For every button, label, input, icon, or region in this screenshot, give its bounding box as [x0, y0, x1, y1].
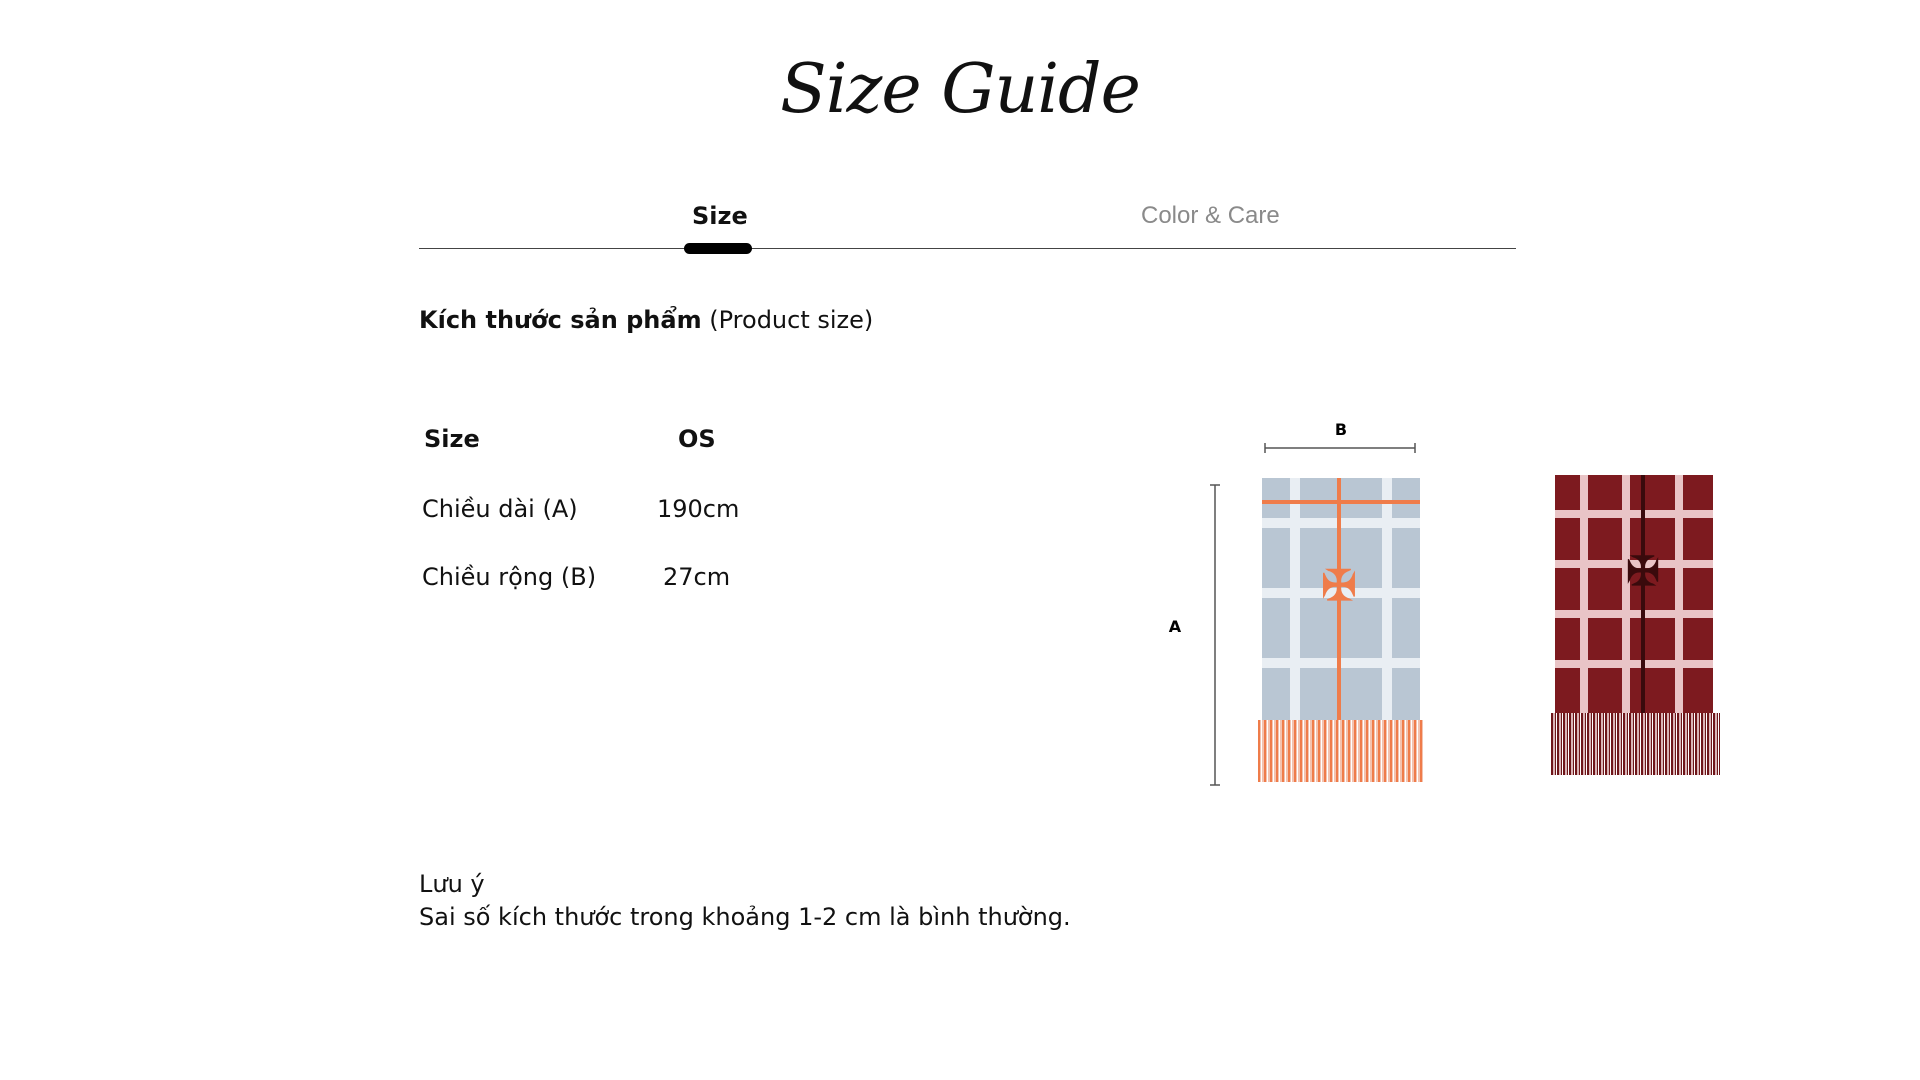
dimension-a-label: A [1168, 617, 1182, 636]
table-row-length-label: Chiều dài (A) [422, 495, 578, 523]
scarf-dark-red [1550, 475, 1720, 775]
active-tab-indicator [684, 243, 752, 254]
scarf-dark-monogram: ✠ [1626, 548, 1660, 595]
table-header-os: OS [678, 425, 716, 453]
scarf-light-monogram: ✠ [1321, 561, 1357, 610]
note-body: Sai số kích thước trong khoảng 1-2 cm là bình thường. [419, 903, 1071, 931]
table-header-size: Size [424, 425, 480, 453]
dimension-b-label: B [1334, 420, 1348, 439]
tab-divider [419, 248, 1516, 249]
product-size-heading [419, 306, 873, 334]
scarf-light-blue [1258, 478, 1424, 782]
product-size-heading-en: (Product size) [709, 306, 874, 334]
tab-color-care[interactable]: Color & Care [1141, 202, 1280, 229]
table-row-width-value: 27cm [663, 563, 731, 591]
tab-bar [419, 202, 1516, 250]
tab-size[interactable]: Size [692, 202, 748, 230]
scarf-size-diagram [1150, 410, 1750, 800]
page-title: Size Guide [780, 50, 1140, 129]
table-row-length-value: 190cm [657, 495, 740, 523]
product-size-heading-vi: Kích thước sản phẩm [419, 306, 702, 334]
table-row-width-label: Chiều rộng (B) [422, 563, 597, 591]
note-title: Lưu ý [419, 870, 485, 898]
